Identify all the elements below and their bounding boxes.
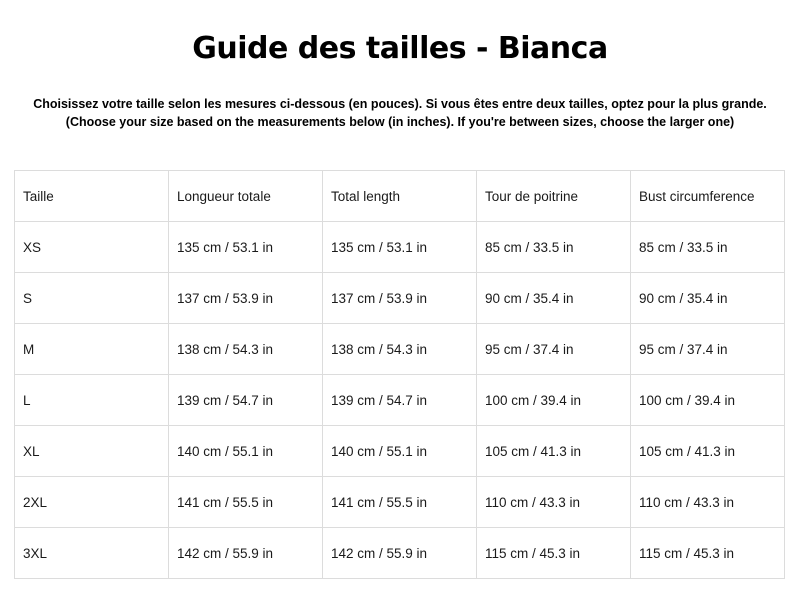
length-fr-cell: 142 cm / 55.9 in bbox=[169, 528, 323, 579]
size-cell: M bbox=[15, 324, 169, 375]
table-row bbox=[15, 324, 785, 375]
size-cell: XL bbox=[15, 426, 169, 477]
bust-fr-cell: 100 cm / 39.4 in bbox=[477, 375, 631, 426]
length-fr-cell: 135 cm / 53.1 in bbox=[169, 222, 323, 273]
bust-en-cell: 100 cm / 39.4 in bbox=[631, 375, 785, 426]
bust-fr-cell: 90 cm / 35.4 in bbox=[477, 273, 631, 324]
size-cell: 2XL bbox=[15, 477, 169, 528]
header-bust-en: Bust circumference bbox=[631, 171, 785, 222]
bust-en-cell: 115 cm / 45.3 in bbox=[631, 528, 785, 579]
header-total-length-en: Total length bbox=[323, 171, 477, 222]
table-row bbox=[15, 528, 785, 579]
bust-fr-cell: 115 cm / 45.3 in bbox=[477, 528, 631, 579]
size-table bbox=[14, 170, 785, 579]
table-row bbox=[15, 477, 785, 528]
length-en-cell: 135 cm / 53.1 in bbox=[323, 222, 477, 273]
bust-en-cell: 90 cm / 35.4 in bbox=[631, 273, 785, 324]
bust-en-cell: 110 cm / 43.3 in bbox=[631, 477, 785, 528]
header-size: Taille bbox=[15, 171, 169, 222]
header-total-length-fr: Longueur totale bbox=[169, 171, 323, 222]
table-row bbox=[15, 222, 785, 273]
header-bust-fr: Tour de poitrine bbox=[477, 171, 631, 222]
table-header-row bbox=[15, 171, 785, 222]
table-row bbox=[15, 273, 785, 324]
length-en-cell: 137 cm / 53.9 in bbox=[323, 273, 477, 324]
length-fr-cell: 139 cm / 54.7 in bbox=[169, 375, 323, 426]
page-title: Guide des tailles - Bianca bbox=[192, 31, 608, 66]
bust-fr-cell: 85 cm / 33.5 in bbox=[477, 222, 631, 273]
table-row bbox=[15, 375, 785, 426]
instructions bbox=[0, 95, 800, 131]
length-fr-cell: 137 cm / 53.9 in bbox=[169, 273, 323, 324]
size-cell: S bbox=[15, 273, 169, 324]
length-en-cell: 140 cm / 55.1 in bbox=[323, 426, 477, 477]
bust-en-cell: 85 cm / 33.5 in bbox=[631, 222, 785, 273]
bust-en-cell: 95 cm / 37.4 in bbox=[631, 324, 785, 375]
length-en-cell: 139 cm / 54.7 in bbox=[323, 375, 477, 426]
length-en-cell: 138 cm / 54.3 in bbox=[323, 324, 477, 375]
length-fr-cell: 141 cm / 55.5 in bbox=[169, 477, 323, 528]
size-cell: XS bbox=[15, 222, 169, 273]
bust-fr-cell: 110 cm / 43.3 in bbox=[477, 477, 631, 528]
length-en-cell: 141 cm / 55.5 in bbox=[323, 477, 477, 528]
bust-fr-cell: 105 cm / 41.3 in bbox=[477, 426, 631, 477]
instructions-french: Choisissez votre taille selon les mesures ci-dessous (en pouces). Si vous êtes entre deux tailles, optez pour la plus grande. bbox=[33, 97, 767, 111]
table-row bbox=[15, 426, 785, 477]
size-cell: 3XL bbox=[15, 528, 169, 579]
size-cell: L bbox=[15, 375, 169, 426]
instructions-english: (Choose your size based on the measurements below (in inches). If you're between sizes, choose the larger one) bbox=[65, 115, 735, 129]
bust-en-cell: 105 cm / 41.3 in bbox=[631, 426, 785, 477]
length-fr-cell: 138 cm / 54.3 in bbox=[169, 324, 323, 375]
length-fr-cell: 140 cm / 55.1 in bbox=[169, 426, 323, 477]
bust-fr-cell: 95 cm / 37.4 in bbox=[477, 324, 631, 375]
length-en-cell: 142 cm / 55.9 in bbox=[323, 528, 477, 579]
